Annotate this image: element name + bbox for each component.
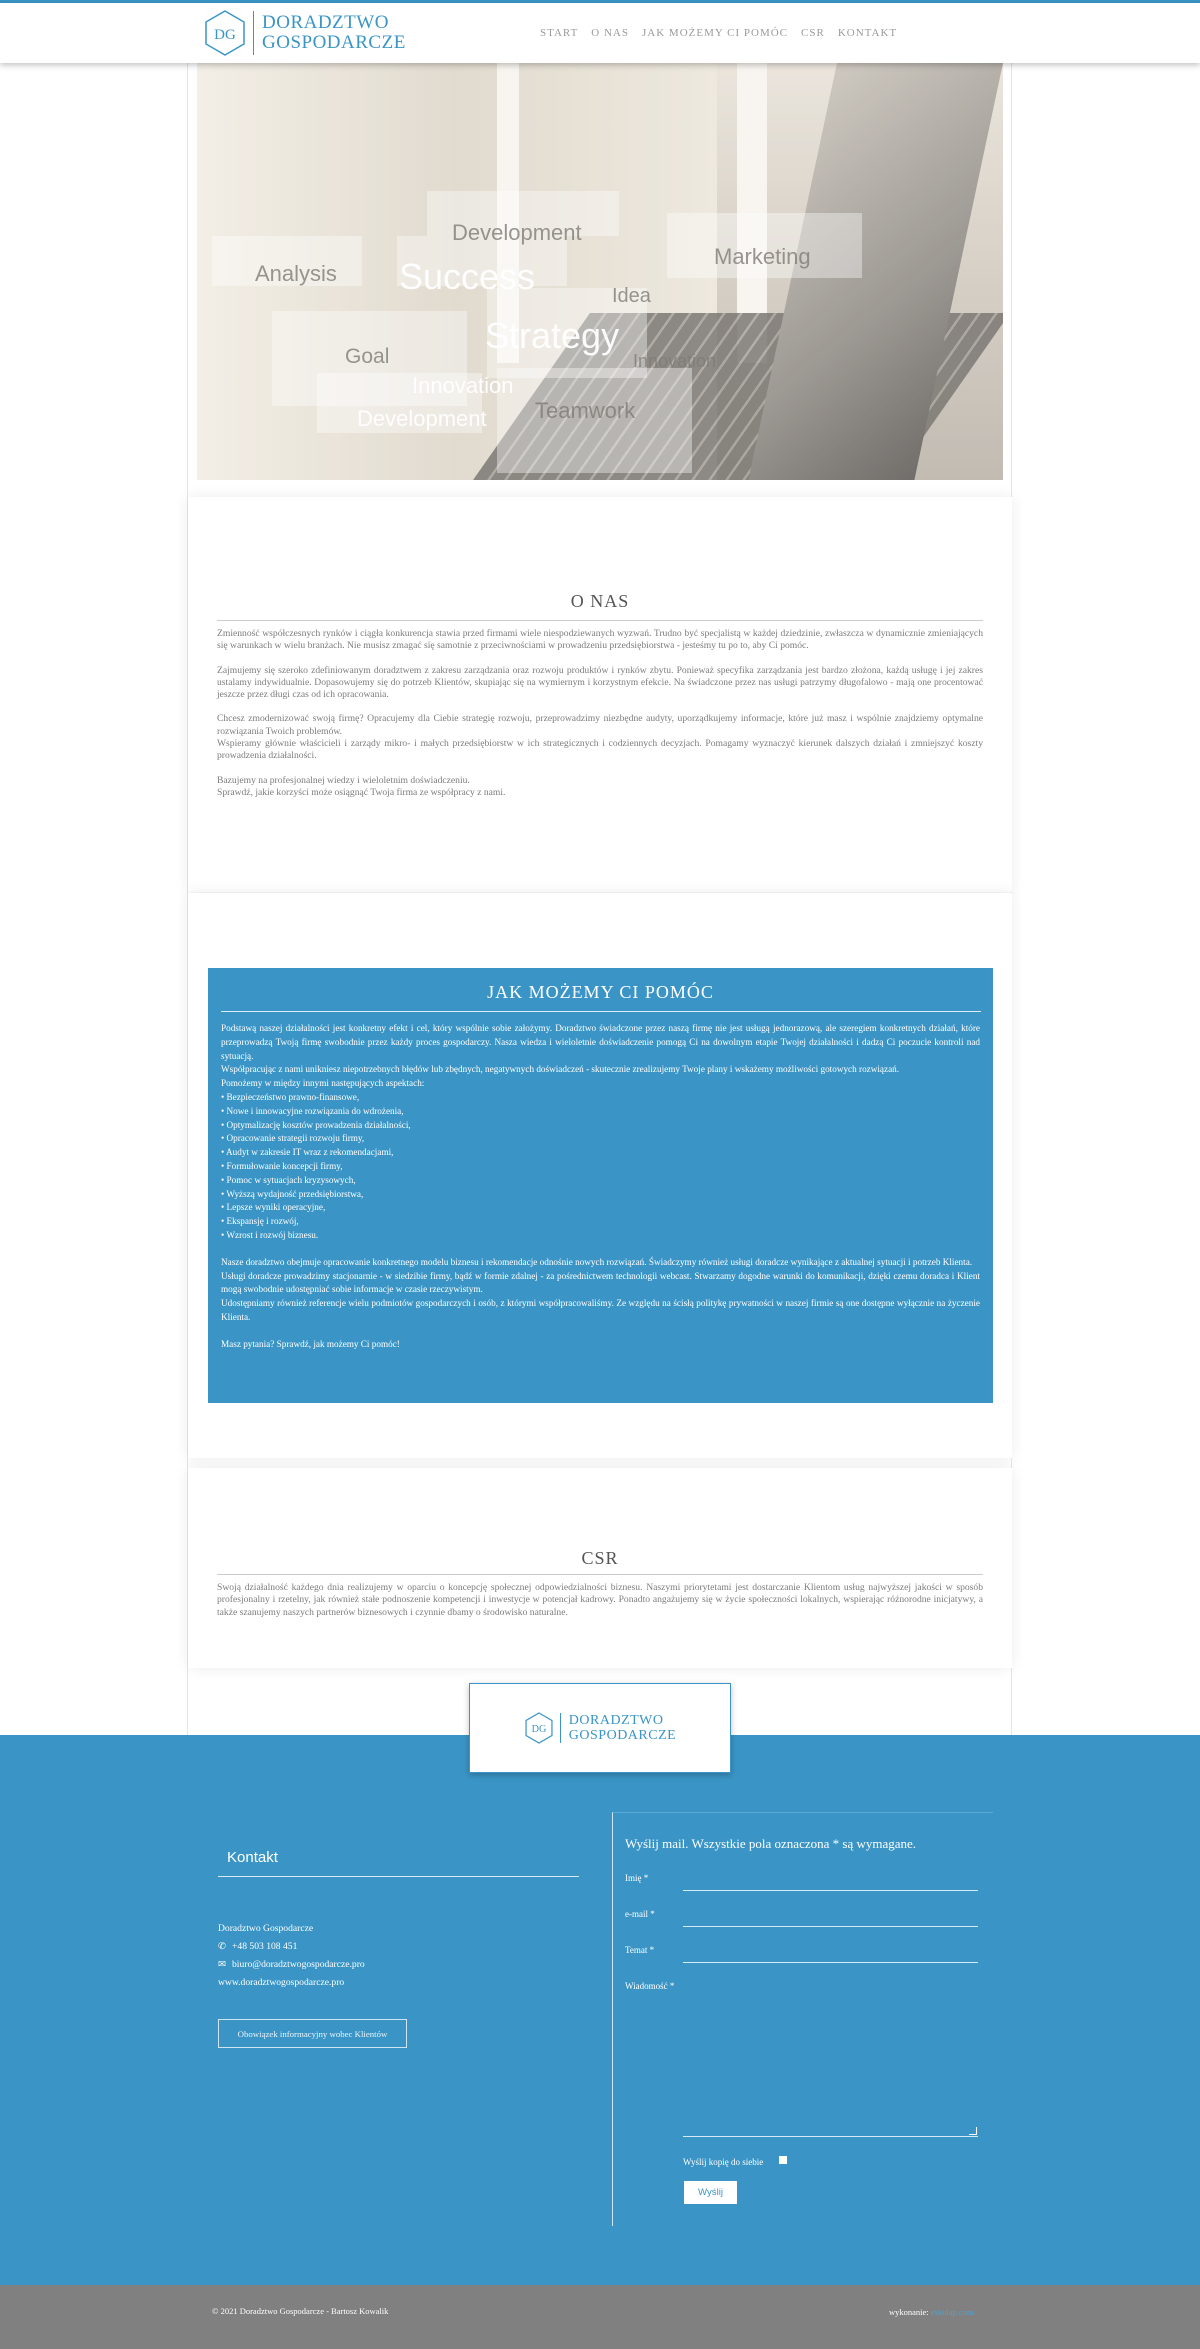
contact-title-rule <box>218 1876 579 1877</box>
nav-item-jak-mozemy-ci-pomoc[interactable]: JAK MOŻEMY CI POMÓC <box>642 27 789 39</box>
help-paragraph: Podstawą naszej działalności jest konkretny efekt i cel, który wspólnie sobie założymy. Doradztwo świadczone przez naszą firmę nie jest usługą jednorazową, ale szeregiem konkretnych działań, które przeprowadzą Twoją firmę swobodnie przez każdy proces gospodarczy. Nasza wiedza i wieloletnie doświadczenie pomogą Ci na dowolnym etapie Twojej działalności i dadzą Ci poczucie kontroli nad sytuacją. <box>221 1023 980 1061</box>
site-header <box>0 3 1200 63</box>
hero-word: Development <box>452 220 582 245</box>
contact-company: Doradztwo Gospodarcze <box>218 1923 314 1934</box>
logo-text <box>569 1713 676 1743</box>
help-bullet: • Bezpieczeństwo prawno-finansowe, <box>221 1091 360 1102</box>
contact-phone[interactable] <box>218 1938 365 1956</box>
about-paragraph: Zajmujemy się szeroko zdefiniowanym doradztwem z zakresu zarządzania oraz rozwoju produktów i rynków zbytu. Ponieważ specyfika zarządzania jest bardzo złożona, każdą usługę i jej zakres ustalamy indywidualnie. Dopasowujemy się do potrzeb Klientów, skupiając się na wymiernym i korzystnym efekcie. Na świadczone przez nas usługi patrzymy długofalowo - mają one procentować jeszcze przez długi czas od ich opracowania. <box>217 664 983 701</box>
nav-item-o-nas[interactable]: O NAS <box>591 27 629 39</box>
hero-word: Strategy <box>485 315 620 356</box>
hero-word: Goal <box>345 345 390 368</box>
logo-divider <box>253 11 254 55</box>
envelope-icon: ✉ <box>218 1959 227 1970</box>
copyright: © 2021 Doradztwo Gospodarcze - Bartosz Kowalik <box>212 2306 389 2316</box>
made-by-label: wykonanie: <box>889 2307 929 2317</box>
subject-input[interactable] <box>683 1962 978 1963</box>
site-logo[interactable] <box>203 9 406 57</box>
help-bullet: • Pomoc w sytuacjach kryzysowych, <box>221 1174 356 1185</box>
name-input[interactable] <box>683 1890 978 1891</box>
contact-info <box>218 1920 365 1992</box>
contact-email-address: biuro@doradztwogospodarcze.pro <box>232 1959 365 1970</box>
send-copy-label: Wyślij kopię do siebie <box>683 2157 764 2167</box>
help-question: Masz pytania? Sprawdź, jak możemy Ci pomóc! <box>221 1338 400 1349</box>
contact-title: Kontakt <box>227 1849 278 1866</box>
logo-mark: DG <box>214 27 236 43</box>
help-bullet: • Nowe i innowacyjne rozwiązania do wdrożenia, <box>221 1105 404 1116</box>
hero-overlay <box>197 63 1003 480</box>
help-box <box>208 968 993 1403</box>
contact-phone-number: +48 503 108 451 <box>232 1941 298 1952</box>
name-label: Imię * <box>625 1873 649 1883</box>
send-button[interactable]: Wyślij <box>684 2181 737 2204</box>
csr-title: CSR <box>581 1548 619 1568</box>
logo-divider <box>560 1713 561 1743</box>
help-paragraph: Nasze doradztwo obejmuje opracowanie konkretnego modelu biznesu i rekomendacje odnośnie nowych rozwiązań. Świadczymy również usługi doradcze wynikające z aktualnej sytuacji i potrzeb Klienta. <box>221 1256 973 1267</box>
about-title: O NAS <box>570 591 630 611</box>
logo-text <box>262 13 406 53</box>
contact-website[interactable]: www.doradztwogospodarcze.pro <box>218 1977 345 1988</box>
about-section <box>188 497 1012 892</box>
help-paragraph: Współpracując z nami unikniesz niepotrzebnych błędów lub zbędnych, negatywnych doświadczeń - skutecznie zrealizujemy Twoje plany i wskażemy możliwości gotowych rozwiązań. <box>221 1064 900 1075</box>
hero-word: Marketing <box>714 244 811 269</box>
help-title-rule <box>221 1011 981 1012</box>
about-paragraph: Sprawdź, jakie korzyści może osiągnąć Twoja firma ze współpracy z nami. <box>217 786 506 798</box>
resize-handle-icon[interactable] <box>969 2127 977 2135</box>
footer <box>0 1735 1200 2285</box>
help-bullet: • Audyt w zakresie IT wraz z rekomendacjami, <box>221 1147 394 1158</box>
help-bullet: • Formułowanie koncepcji firmy, <box>221 1160 343 1171</box>
hero-word: Development <box>357 406 487 431</box>
made-by <box>889 2307 974 2317</box>
nav-item-kontakt[interactable]: KONTAKT <box>837 27 898 39</box>
help-bullet: • Wzrost i rozwój biznesu. <box>221 1229 319 1240</box>
help-bullet: • Wyższą wydajność przedsiębiorstwa, <box>221 1188 364 1199</box>
main-nav <box>540 27 897 39</box>
nav-item-start[interactable]: START <box>540 27 579 39</box>
logo-hexagon-icon <box>203 9 247 57</box>
logo-line-1: DORADZTWO <box>262 12 389 33</box>
logo-mark: DG <box>531 1724 547 1736</box>
email-label: e-mail * <box>625 1909 655 1919</box>
phone-icon: ✆ <box>218 1941 227 1952</box>
csr-text: Swoją działalność każdego dnia realizujemy w oparciu o koncepcję społecznej odpowiedzialności biznesu. Naszymi priorytetami jest dostarczanie Klientom usług najwyższej jakości w sposób profesjonalny i rzetelny, jak również stałe podnoszenie kompetencji i inwestycje w potencjał kadrowy. Ponadto angażujemy się w życie społeczności lokalnych, wspierając różnorodne inicjatywy, a także szanujemy naszych partnerów biznesowych i czynnie dbamy o środowisko naturalne. <box>217 1582 983 1618</box>
logo-line-2: GOSPODARCZE <box>568 1728 677 1743</box>
nav-item-csr[interactable]: CSR <box>801 27 825 39</box>
email-input[interactable] <box>683 1926 978 1927</box>
hero-word: Success <box>399 256 536 297</box>
hero-image <box>197 63 1003 480</box>
footer-logo[interactable] <box>469 1683 731 1773</box>
made-by-link[interactable]: eskulap.com <box>930 2307 974 2317</box>
about-text <box>188 621 1012 799</box>
help-paragraph: Pomożemy w między innymi następujących aspektach: <box>221 1078 425 1089</box>
hero-word: Idea <box>612 285 651 307</box>
csr-section <box>188 1468 1012 1668</box>
help-text <box>221 1022 980 1352</box>
contact-form-title: Wyślij mail. Wszystkie pola oznaczona * są wymagane. <box>625 1836 917 1851</box>
message-label: Wiadomość * <box>625 1981 675 1991</box>
information-obligation-button[interactable]: Obowiązek informacyjny wobec Klientów <box>218 2019 407 2048</box>
help-bullet: • Optymalizację kosztów prowadzenia działalności, <box>221 1119 411 1130</box>
logo-hexagon-icon <box>524 1711 554 1745</box>
about-paragraph: Zmienność współczesnych rynków i ciągła konkurencja stawia przed firmami wiele niespodziewanych wyzwań. Trudno być specjalistą w każdej dziedzinie, zwłaszcza w dynamicznie zmieniających się warunkach w wielu branżach. Nie musisz zmagać się samotnie z przeciwnościami w prowadzeniu przedsiębiorstwa - jesteśmy tu po to, aby Ci pomóc. <box>217 628 983 652</box>
help-paragraph: Udostępniamy również referencje wielu podmiotów gospodarczych i osób, z którymi współpracowaliśmy. Ze względu na ścisłą politykę prywatności w naszej firmie są one dostępne wyłącznie na życzenie Klienta. <box>221 1298 980 1322</box>
footer-bottom-bar <box>0 2285 1200 2349</box>
send-copy-checkbox[interactable] <box>779 2156 787 2164</box>
help-bullet: • Lepsze wyniki operacyjne, <box>221 1202 326 1213</box>
message-textarea[interactable] <box>683 1984 978 2137</box>
hero-word: Innovation <box>633 351 717 371</box>
help-bullet: • Opracowanie strategii rozwoju firmy, <box>221 1133 365 1144</box>
help-title: JAK MOŻEMY CI POMÓC <box>487 982 714 1002</box>
help-bullet: • Ekspansję i rozwój, <box>221 1216 299 1227</box>
about-paragraph: Wspieramy głównie właścicieli i zarządy mikro- i małych przedsiębiorstw w ich strategicznych i codziennych decyzjach. Pomagamy wyznaczyć kierunek dalszych działań i zmniejszyć koszty prowadzenia działalności. <box>217 738 983 762</box>
hero-word: Teamwork <box>535 398 636 423</box>
contact-email[interactable] <box>218 1956 365 1974</box>
hero-word: Innovation <box>412 373 514 398</box>
about-paragraph: Bazujemy na profesjonalnej wiedzy i wieloletnim doświadczeniu. <box>217 774 470 786</box>
hero-word: Analysis <box>255 261 337 286</box>
subject-label: Temat * <box>625 1945 655 1955</box>
about-paragraph: Chcesz zmodernizować swoją firmę? Opracujemy dla Ciebie strategię rozwoju, przeprowadzimy niezbędne audyty, uporządkujemy informacje, które już masz i wspólnie znajdziemy optymalne rozwiązania Twoich problemów. <box>217 713 983 737</box>
logo-line-2: GOSPODARCZE <box>262 32 406 53</box>
logo-line-1: DORADZTWO <box>568 1713 664 1728</box>
help-paragraph: Usługi doradcze prowadzimy stacjonarnie - w siedzibie firmy, bądź w formie zdalnej - za pośrednictwem technologii webcast. Stwarzamy dogodne warunki do komunikacji, dzięki czemu doradca i Klient mogą swobodnie udostępniać sobie informacje w czasie rzeczywistym. <box>221 1270 980 1295</box>
